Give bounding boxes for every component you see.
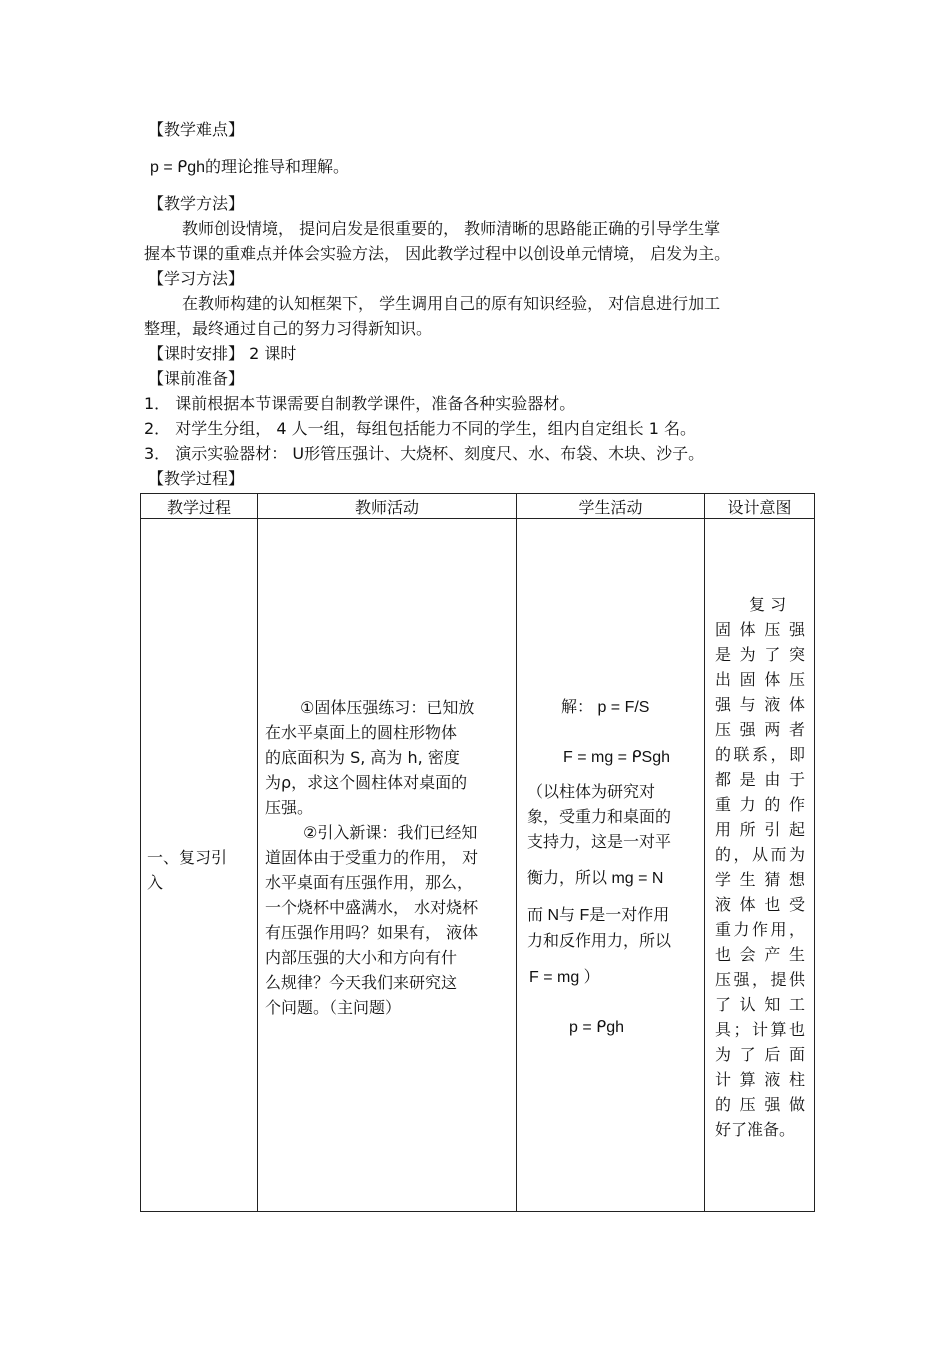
difficulty-heading: 【教学难点】 bbox=[148, 120, 245, 139]
teacher-line: 的底面积为 S, 高为 h, 密度 bbox=[265, 748, 460, 767]
teaching-process-table bbox=[140, 493, 815, 1212]
intent-line: 的联系，即 bbox=[715, 745, 805, 764]
design-intent-cell bbox=[705, 519, 815, 1212]
stage-line-2: 入 bbox=[147, 873, 164, 892]
intent-line: 压强两者 bbox=[715, 720, 805, 739]
intent-line: 也会产生 bbox=[715, 945, 805, 964]
teacher-line: 有压强作用吗？如果有， 液体 bbox=[265, 923, 479, 942]
teacher-line: 在水平桌面上的圆柱形物体 bbox=[265, 723, 458, 742]
teacher-line: 内部压强的大小和方向有什 bbox=[265, 948, 458, 967]
student-line: 解： p = F/S bbox=[561, 699, 650, 716]
stage-cell bbox=[141, 519, 258, 1212]
intent-line: 固体压强 bbox=[715, 620, 805, 639]
stage-line-1: 一、复习引 bbox=[147, 848, 228, 867]
intent-line: 计算液柱 bbox=[715, 1070, 805, 1089]
student-line: 而 N与 F是一对作用 bbox=[527, 907, 670, 924]
prep-item-2: 2． 对学生分组， 4 人一组，每组包括能力不同的学生，组内自定组长 1 名。 bbox=[144, 419, 696, 438]
student-line: 力和反作用力，所以 bbox=[527, 931, 672, 950]
teacher-line: 么规律？今天我们来研究这 bbox=[265, 973, 458, 992]
student-line: p = ᑭgh bbox=[569, 1019, 624, 1036]
intent-line: 重力作用， bbox=[715, 920, 805, 939]
header-stage: 教学过程 bbox=[141, 494, 258, 519]
difficulty-text: p = ᑭgh的理论推导和理解。 bbox=[150, 159, 349, 176]
schedule-line: 【课时安排】 2 课时 bbox=[148, 344, 297, 363]
intent-line: 了认知工 bbox=[715, 995, 805, 1014]
intent-line: 压强，提供 bbox=[715, 970, 805, 989]
intent-line: 复 习 bbox=[749, 595, 787, 614]
student-line: F = mg ） bbox=[529, 969, 600, 986]
intent-line: 重力的作 bbox=[715, 795, 805, 814]
student-line: （以柱体为研究对 bbox=[527, 782, 656, 801]
intent-line: 强与液体 bbox=[715, 695, 805, 714]
prep-heading: 【课前准备】 bbox=[148, 369, 245, 388]
study-line-2: 整理，最终通过自己的努力习得新知识。 bbox=[144, 319, 433, 338]
header-student-activity: 学生活动 bbox=[517, 494, 705, 519]
intent-line: 出固体压 bbox=[715, 670, 805, 689]
teacher-line: 为ρ，求这个圆柱体对桌面的 bbox=[265, 773, 468, 792]
method-line-1: 教师创设情境， 提问启发是很重要的， 教师清晰的思路能正确的引导学生掌 bbox=[182, 219, 721, 238]
student-line: 象，受重力和桌面的 bbox=[527, 807, 672, 826]
method-line-2: 握本节课的重难点并体会实验方法， 因此教学过程中以创设单元情境， 启发为主。 bbox=[144, 244, 731, 263]
intent-line: 学生猜想 bbox=[715, 870, 805, 889]
teacher-line: 水平桌面有压强作用，那么， bbox=[265, 873, 474, 892]
method-heading: 【教学方法】 bbox=[148, 194, 245, 213]
intent-line: 是为了突 bbox=[715, 645, 805, 664]
teacher-line: 个问题。（主问题） bbox=[265, 998, 402, 1017]
student-line: 衡力，所以 mg = N bbox=[527, 870, 664, 887]
prep-item-3: 3． 演示实验器材： U形管压强计、大烧杯、刻度尺、水、布袋、木块、沙子。 bbox=[144, 444, 705, 463]
teacher-line: 道固体由于受重力的作用， 对 bbox=[265, 848, 479, 867]
table-row bbox=[141, 519, 815, 1212]
study-heading: 【学习方法】 bbox=[148, 269, 245, 288]
teacher-line: 压强。 bbox=[265, 798, 314, 817]
student-line: 支持力，这是一对平 bbox=[527, 832, 672, 851]
intent-line: 用所引起 bbox=[715, 820, 805, 839]
intent-line: 好了准备。 bbox=[715, 1120, 796, 1139]
prep-item-1: 1． 课前根据本节课需要自制教学课件，准备各种实验器材。 bbox=[144, 394, 576, 413]
teacher-activity-cell bbox=[258, 519, 517, 1212]
header-teacher-activity: 教师活动 bbox=[258, 494, 517, 519]
intent-line: 都是由于 bbox=[715, 770, 805, 789]
teacher-line: ①固体压强练习：已知放 bbox=[300, 698, 475, 717]
intent-line: 液体也受 bbox=[715, 895, 805, 914]
teacher-line: ②引入新课：我们已经知 bbox=[303, 823, 478, 842]
study-line-1: 在教师构建的认知框架下， 学生调用自己的原有知识经验， 对信息进行加工 bbox=[182, 294, 721, 313]
header-design-intent: 设计意图 bbox=[705, 494, 815, 519]
intent-line: 为了后面 bbox=[715, 1045, 805, 1064]
table-header-row bbox=[141, 494, 815, 519]
student-line: F = mg = ᑭSgh bbox=[563, 749, 670, 766]
intent-line: 具；计算也 bbox=[715, 1020, 805, 1039]
teacher-line: 一个烧杯中盛满水， 水对烧杯 bbox=[265, 898, 479, 917]
intent-line: 的压强做 bbox=[715, 1095, 805, 1114]
intent-line: 的，从而为 bbox=[715, 845, 805, 864]
process-heading: 【教学过程】 bbox=[148, 469, 245, 488]
student-activity-cell bbox=[517, 519, 705, 1212]
